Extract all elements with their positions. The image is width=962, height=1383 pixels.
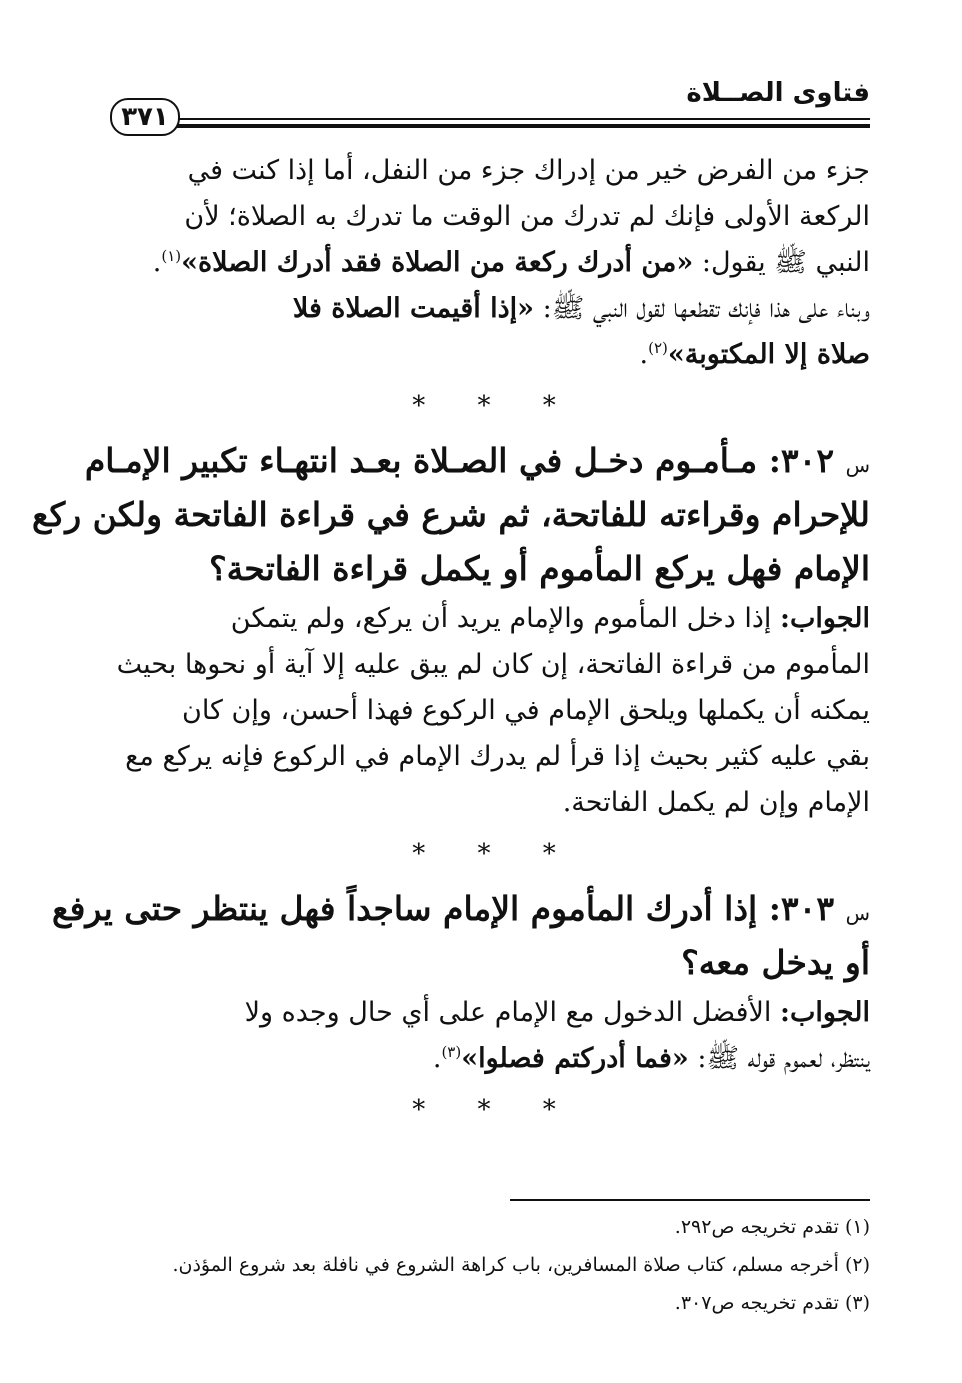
question-302-line-2: للإحرام وقراءته للفاتحة، ثم شرع في قراءة الفاتحة ولكن ركع (31, 495, 870, 534)
section-separator-2: * * * (412, 839, 578, 869)
question-302-line-3: الإمام فهل يركع المأموم أو يكمل قراءة الفاتحة؟ (209, 549, 870, 588)
answer-303-end: . (432, 1043, 442, 1074)
intro-line-5 (120, 332, 870, 378)
intro-line-1: جزء من الفرض خير من إدراك جزء من النفل، أما إذا كنت في (187, 155, 870, 186)
hadith-quote-2-start: «إذا أقيمت الصلاة فلا (292, 293, 535, 324)
hadith-quote-2-end: صلاة إلا المكتوبة» (667, 339, 870, 370)
running-header-title: فتاوى الصــلاة (686, 78, 870, 108)
answer-302-text-1: إذا دخل المأموم والإمام يريد أن يركع، ولم يتمكن (230, 603, 780, 634)
intro-line-4 (120, 286, 870, 332)
question-302-line-1 (84, 434, 870, 488)
question-303-line-2: أو يدخل معه؟ (681, 943, 870, 982)
section-separator-1: * * * (412, 391, 578, 421)
intro-line-3 (120, 240, 870, 286)
question-303-line-1 (52, 882, 870, 936)
header-rule-thin (162, 118, 870, 120)
question-303-number: ٣٠٣: (768, 889, 835, 928)
answer-302-line-4: بقي عليه كثير بحيث إذا قرأ لم يدرك الإمام في الركوع فإنه يركع مع (125, 741, 870, 772)
answer-303-text-1: الأفضل الدخول مع الإمام على أي حال وجده ولا (244, 997, 780, 1028)
question-303-text-1: إذا أدرك المأموم الإمام ساجداً فهل ينتظر حتى يرفع (52, 889, 758, 928)
footnote-3: (٣) تقدم تخريجه ص٣٠٧. (674, 1292, 870, 1314)
question-marker: س (845, 901, 870, 925)
footnote-ref-3: (٣) (441, 1043, 462, 1061)
intro-line-3-text: النبي ﷺ يقول: (693, 247, 870, 278)
question-302-number: ٣٠٢: (768, 441, 835, 480)
footnote-ref-1: (١) (161, 247, 182, 265)
page-body (31, 148, 870, 1138)
hadith-quote-1: «من أدرك ركعة من الصلاة فقد أدرك الصلاة» (181, 247, 694, 278)
question-302-text-1: مـأمـوم دخـل في الصـلاة بعـد انتهـاء تكبير الإمـام (84, 441, 758, 480)
footnotes (100, 1208, 870, 1322)
answer-302-line-2: المأموم من قراءة الفاتحة، إن كان لم يبق عليه إلا آية أو نحوها بحيث (116, 649, 870, 680)
footnote-2: (٢) أخرجه مسلم، كتاب صلاة المسافرين، باب كراهة الشروع في نافلة بعد شروع المؤذن. (172, 1254, 870, 1276)
section-separator-3: * * * (412, 1095, 578, 1125)
answer-303-line-2 (120, 1036, 870, 1082)
header-rule-thick (162, 124, 870, 128)
footnote-rule (510, 1199, 870, 1201)
question-marker: س (845, 453, 870, 477)
footnote-1: (١) تقدم تخريجه ص٢٩٢. (674, 1216, 870, 1238)
answer-302-line-1 (120, 596, 870, 642)
intro-line-2: الركعة الأولى فإنك لم تدرك من الوقت ما تدرك به الصلاة؛ لأن (184, 201, 870, 232)
page-number: ٣٧١ (110, 98, 180, 136)
footnote-ref-2: (٢) (648, 339, 668, 357)
intro-line-4-text: وبناء على هذا فإنك تقطعها لقول النبي ﷺ: (534, 293, 870, 324)
answer-303-line-1 (120, 990, 870, 1036)
intro-line-5-end: . (639, 339, 649, 370)
answer-label: الجواب: (780, 603, 870, 634)
hadith-quote-3: «فما أدركتم فصلوا» (461, 1043, 689, 1074)
answer-302-line-3: يمكنه أن يكملها ويلحق الإمام في الركوع فهذا أحسن، وإن كان (182, 695, 870, 726)
answer-303-text-2: ينتظر، لعموم قوله ﷺ: (688, 1043, 870, 1074)
answer-302-line-5: الإمام وإن لم يكمل الفاتحة. (562, 787, 870, 818)
intro-line-3-end: . (152, 247, 162, 278)
answer-label: الجواب: (780, 997, 870, 1028)
